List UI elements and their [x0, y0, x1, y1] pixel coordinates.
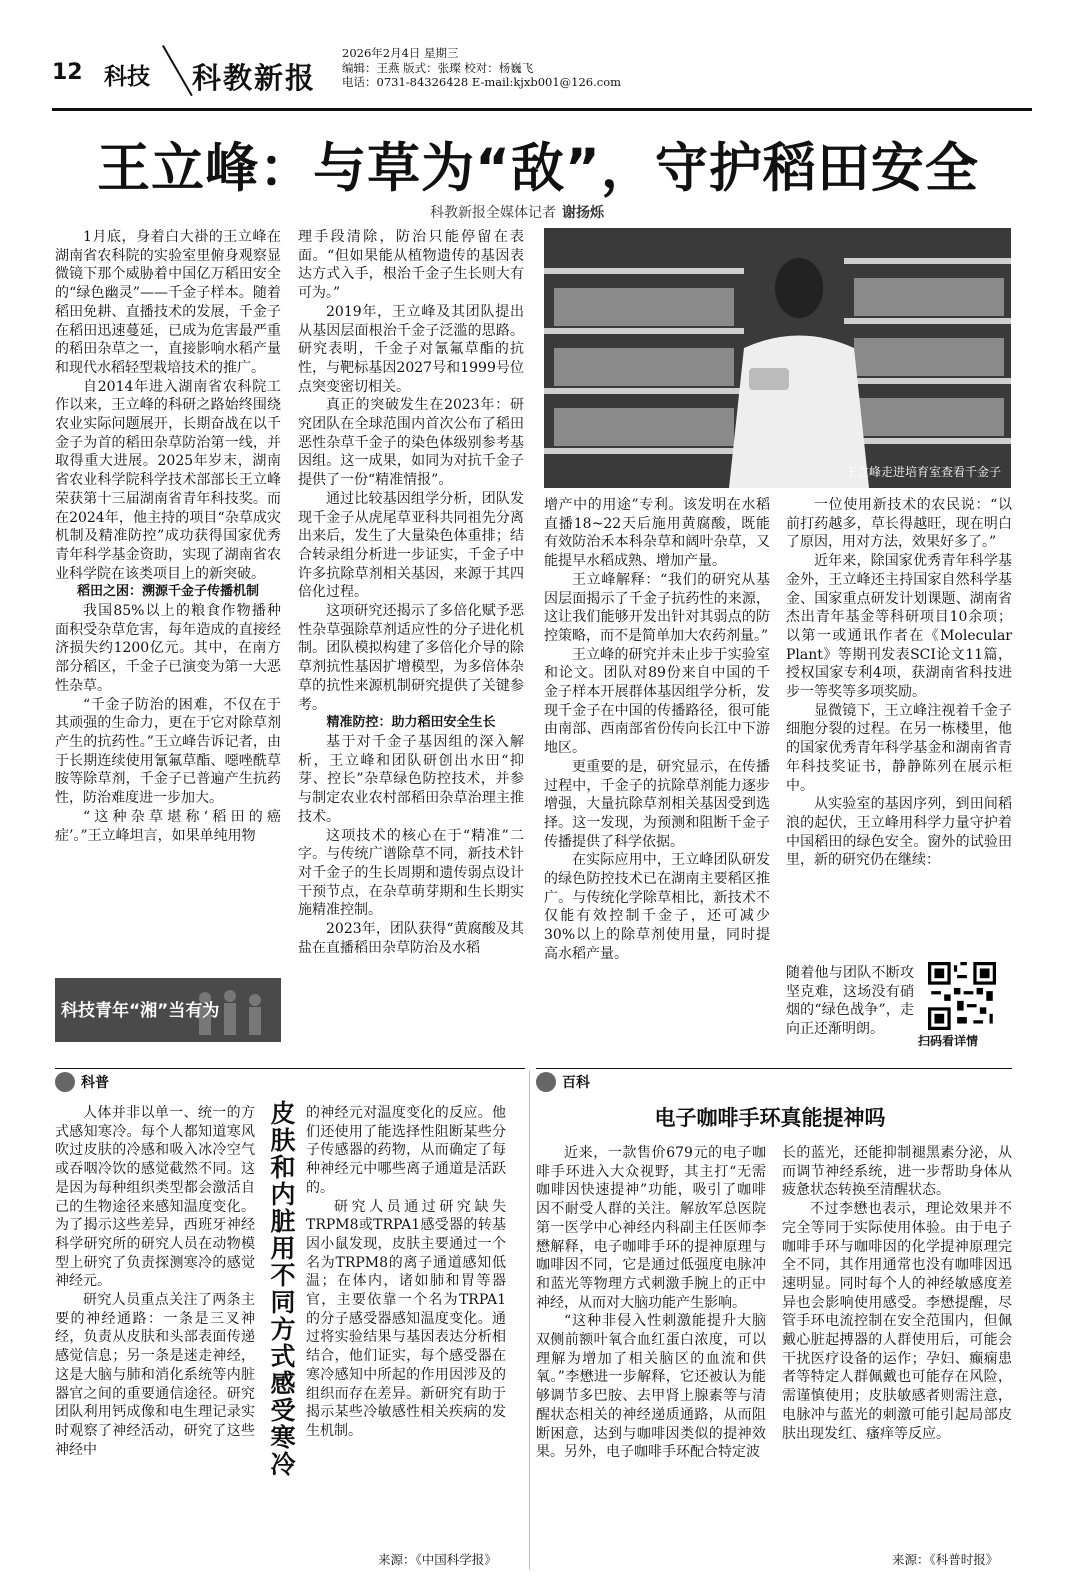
byline [430, 202, 604, 222]
qr-caption: 扫码看详情 [918, 1034, 979, 1048]
paragraph: 这项研究还揭示了多倍化赋予恶性杂草强除草剂适应性的分子进化机制。团队模拟构建了多倍化介导的除草剂抗性基因扩增模型，为多倍体杂草的抗性来源机制研究提供了关键参考。 [298, 603, 524, 713]
page-header [52, 42, 1032, 112]
article2-source: 来源：《中国科学报》 [378, 1552, 497, 1567]
paragraph: 显微镜下，王立峰注视着千金子细胞分裂的过程。在另一栋楼里，他的国家优秀青年科学基金和湖南省青年科技奖证书，静静陈列在展示柜中。 [786, 702, 1012, 794]
paragraph: “这种非侵入性刺激能提升大脑双侧前额叶氧合血红蛋白浓度，可以理解为增加了相关脑区的血流和供氧。”李懋进一步解释，它还被认为能够调节多巴胺、去甲肾上腺素等与清醒状态相关的神经递质通路，从而阻断困意，达到与咖啡因类似的提神效果。另外，电子咖啡手环配合特定波 [536, 1313, 766, 1461]
byline-name: 谢扬烁 [562, 205, 604, 221]
tag-baike: 百科 [536, 1072, 590, 1092]
paragraph: 长的蓝光，还能抑制褪黑素分泌，从而调节神经系统，进一步帮助身体从疲惫状态转换至清醒状态。 [782, 1145, 1012, 1199]
title-char: 皮 [270, 1099, 296, 1128]
title-char: 冷 [270, 1450, 296, 1479]
page-number: 12 [52, 60, 83, 85]
article1-col2 [298, 228, 524, 957]
title-char: 用 [270, 1234, 296, 1263]
paragraph: 研究人员重点关注了两条主要的神经通路：一条是三叉神经，负责从皮肤和头部表面传递感觉信息；另一条是迷走神经，这是大脑与肺和消化系统等内脏器官之间的重要通信途径。研究团队利用钙成像和电生理记录实时观察了神经活动，研究了这些神经中 [55, 1292, 255, 1458]
paragraph: 我国85%以上的粮食作物播种面积受杂草危害，每年造成的直接经济损失约1200亿元。其中，在南方部分稻区，千金子已演变为第一大恶性杂草。 [55, 603, 281, 694]
title-char: 和 [270, 1153, 296, 1182]
paragraph: 从实验室的基因序列，到田间稻浪的起伏，王立峰用科学力量守护着中国稻田的绿色安全。窗外的试验田里，新的研究仍在继续： [786, 796, 1012, 869]
title-char: 方 [270, 1315, 296, 1344]
photo-illustration [544, 228, 1011, 488]
byline-prefix: 科教新报全媒体记者 [430, 205, 556, 221]
banner-text: 科技青年“湘”当有为 [61, 1001, 220, 1021]
paragraph: 不过李懋也表示，理论效果并不完全等同于实际使用体验。由于电子咖啡手环与咖啡因的化学提神原理完全不同，其作用通常也没有咖啡因迅速明显。同时每个人的神经敏感度差异也会影响使用感受。李懋提醒，尽管手环电流控制在安全范围内，但佩戴心脏起搏器的人群使用后，可能会干扰医疗设备的运作；孕妇、癫痫患者等特定人群佩戴也可能存在风险，需谨慎使用；皮肤敏感者则需注意，电脉冲与蓝光的刺激可能引起局部皮肤出现发红、瘙痒等反应。 [782, 1201, 1012, 1442]
lab-photo [544, 228, 1011, 488]
article3-source: 来源：《科普时报》 [892, 1552, 999, 1567]
paragraph: 2019年，王立峰及其团队提出从基因层面根治千金子泛滥的思路。研究表明，千金子对氰氟草酯的抗性，与靶标基因2027号和1999号位点突变密切相关。 [298, 303, 524, 395]
tag-dot-icon [55, 1072, 75, 1092]
header-meta [342, 46, 621, 90]
paragraph: 近年来，除国家优秀青年科学基金外，王立峰还主持国家自然科学基金、国家重点研发计划课题、湖南省杰出青年基金等科研项目10余项；以第一或通讯作者在《Molecular Plant》等期刊发表SCI论文11篇，授权国家专利4项，获湖南省科技进步一等奖等多项奖励。 [786, 553, 1012, 701]
column-banner [55, 978, 281, 1042]
title-char: 同 [270, 1288, 296, 1317]
header-divider [162, 45, 193, 96]
paragraph: 研究人员通过研究缺失TRPM8或TRPA1感受器的转基因小鼠发现，皮肤主要通过一个名为TRPM8的离子通道感知低温；在体内，诸如肺和胃等器官，主要依靠一个名为TRPA1的分子感受器感知温度变化。通过将实验结果与基因表达分析相结合，他们证实，每个感受器在寒冷感知中所起的作用因涉及的组织而存在差异。新研究有助于揭示某些冷敏感性相关疾病的发生机制。 [306, 1198, 506, 1439]
paragraph: 1月底，身着白大褂的王立峰在湖南省农科院的实验室里俯身观察显微镜下那个威胁着中国亿万稻田安全的“绿色幽灵”——千金子样本。随着稻田免耕、直播技术的发展，千金子在稻田迅速蔓延，已成为危害最严重的稻田杂草之一，直接影响水稻产量和现代水稻轻型栽培技术的推广。 [55, 229, 281, 376]
qr-code[interactable] [920, 962, 1004, 1030]
staff-line: 编辑：王燕 版式：张璨 校对：杨巍飞 [342, 60, 534, 75]
paragraph: 近来，一款售价679元的电子咖啡手环进入大众视野，其主打“无需咖啡因快速提神”功能，吸引了咖啡因不耐受人群的关注。解放军总医院第一医学中心神经内科副主任医师李懋解释，电子咖啡手环的提神原理与咖啡因不同，它是通过低强度电脉冲和蓝光等物理方式刺激手腕上的正中神经，从而对大脑功能产生影响。 [536, 1145, 766, 1311]
paragraph: 一位使用新技术的农民说：“以前打药越多，草长得越旺，现在明白了原因，用对方法，效果好多了。” [786, 497, 1012, 551]
paragraph: 2023年，团队获得“黄腐酸及其盐在直播稻田杂草防治及水稻 [298, 921, 524, 956]
article2-col2 [306, 1104, 506, 1441]
title-char: 感 [270, 1369, 296, 1398]
column-divider [529, 1070, 530, 1570]
article1-col4-tail [786, 964, 914, 1039]
title-char: 受 [270, 1396, 296, 1425]
main-headline: 王立峰：与草为“敌”，守护稻田安全 [97, 138, 979, 199]
date-line: 2026年2月4日 星期三 [342, 46, 459, 60]
paragraph: 王立峰的研究并未止步于实验室和论文。团队对89份来自中国的千金子样本开展群体基因组学分析，发现千金子在中国的传播路径，很可能由南部、西南部省份传向长江中下游地区。 [544, 646, 770, 757]
paper-name: 科教新报 [192, 61, 317, 95]
paragraph: 王立峰解释：“我们的研究从基因层面揭示了千金子抗药性的来源，这让我们能够开发出针对其弱点的防控策略，而不是简单加大农药剂量。” [544, 571, 770, 644]
title-char: 式 [270, 1342, 296, 1371]
contact-line: 电话：0731-84326428 E-mail:kjxb001@126.com [342, 75, 622, 89]
paragraph: “千金子防治的困难，不仅在于其顽强的生命力，更在于它对除草剂产生的抗药性。”王立峰告诉记者，由于长期连续使用氰氟草酯、噁唑酰草胺等除草剂，千金子已普遍产生抗药性，防治难度进一步加大。 [55, 696, 281, 807]
paragraph: 人体并非以单一、统一的方式感知寒冷。每个人都知道寒风吹过皮肤的冷感和吸入冰冷空气或吞咽冷饮的感觉截然不同。这是因为每种组织类型都会激活自己的生物途径来感知温度变化。为了揭示这些差异，西班牙神经科学研究所的研究人员在动物模型上研究了负责探测寒冷的感觉神经元。 [55, 1105, 255, 1290]
article2-title [266, 1100, 300, 1478]
title-char: 不 [270, 1261, 296, 1290]
paragraph: 这项技术的核心在于“精准”二字。与传统广谱除草不同，新技术针对千金子的生长周期和遗传弱点设计干预节点，在杂草萌芽期和生长期实施精准控制。 [298, 827, 524, 919]
title-char: 脏 [270, 1207, 296, 1236]
section-rule-right [536, 1068, 1012, 1069]
paragraph: 真正的突破发生在2023年：研究团队在全球范围内首次公布了稻田恶性杂草千金子的染色体级别参考基因组。这一成果，如同为对抗千金子提供了一份“精准情报”。 [298, 397, 524, 489]
paragraph: 基于对千金子基因组的深入解析，王立峰和团队研创出水田“抑芽、控长”杂草绿色防控技术，并参与制定农业农村部稻田杂草治理主推技术。 [298, 733, 524, 825]
title-char: 内 [270, 1180, 296, 1209]
photo-caption: 王立峰走进培育室查看千金子 [844, 465, 1001, 479]
title-char: 寒 [270, 1423, 296, 1452]
paragraph: 的神经元对温度变化的反应。他们还使用了能选择性阻断某些分子传感器的药物，从而确定了每种神经元中哪些离子通道是活跃的。 [306, 1105, 506, 1196]
article1-col3 [544, 496, 770, 964]
article1-col1 [55, 228, 281, 845]
paragraph: 更重要的是，研究显示，在传播过程中，千金子的抗除草剂能力逐步增强，大量抗除草剂相关基因受到选择。这一发现，为预测和阻断千金子传播提供了科学依据。 [544, 758, 770, 850]
paragraph: 在实际应用中，王立峰团队研发的绿色防控技术已在湖南主要稻区推广。与传统化学除草相比，新技术不仅能有效控制千金子，还可减少30%以上的除草剂使用量，同时提高水稻产量。 [544, 852, 770, 962]
header-rule [52, 108, 1032, 111]
section-rule-left [55, 1068, 525, 1069]
title-char: 肤 [270, 1126, 296, 1155]
paragraph: 理手段清除，防治只能停留在表面。“但如果能从植物遗传的基因表达方式入手，根治千金子生长则大有可为。” [298, 229, 524, 302]
tag-dot-icon [536, 1072, 556, 1092]
article3-col1 [536, 1144, 766, 1462]
paragraph: “这种杂草堪称‘稻田的癌症’。”王立峰坦言，如果单纯用物 [55, 808, 281, 844]
tag-kepu: 科普 [55, 1072, 109, 1092]
article3-title: 电子咖啡手环真能提神吗 [654, 1106, 886, 1130]
paragraph: 随着他与团队不断攻坚克难，这场没有硝烟的“绿色战争”，走向正还渐明朗。 [786, 965, 914, 1038]
article1-col4 [786, 496, 1012, 870]
article3-col2 [782, 1144, 1012, 1443]
paragraph: 自2014年进入湖南省农科院工作以来，王立峰的科研之路始终围绕农业实际问题展开，长期奋战在以千金子为首的稻田杂草防治第一线，并取得重大进展。2025年岁末，湖南省农业科学院科学技术部部长王立峰荣获第十三届湖南省青年科技奖。而在2024年，他主持的项目“杂草成灾机制及精准防控”成功获得国家优秀青年科学基金资助，实现了湖南省农业科学院在该类项目上的新突破。 [55, 378, 281, 582]
paragraph: 通过比较基因组学分析，团队发现千金子从虎尾草亚科共同祖先分离出来后，发生了大量染色体重排；结合转录组分析进一步证实，千金子中许多抗除草剂相关基因，来源于其四倍化过程。 [298, 490, 524, 601]
article2-col1 [55, 1104, 255, 1459]
subheading: 精准防控：助力稻田安全生长 [326, 715, 496, 731]
section-name: 科技 [104, 64, 150, 90]
subheading: 稻田之困：溯源千金子传播机制 [76, 584, 259, 600]
paragraph: 增产中的用途”专利。该发明在水稻直播18~22天后施用黄腐酸，既能有效防治禾本科杂草和阔叶杂草，又能提早水稻成熟、增加产量。 [544, 497, 770, 570]
